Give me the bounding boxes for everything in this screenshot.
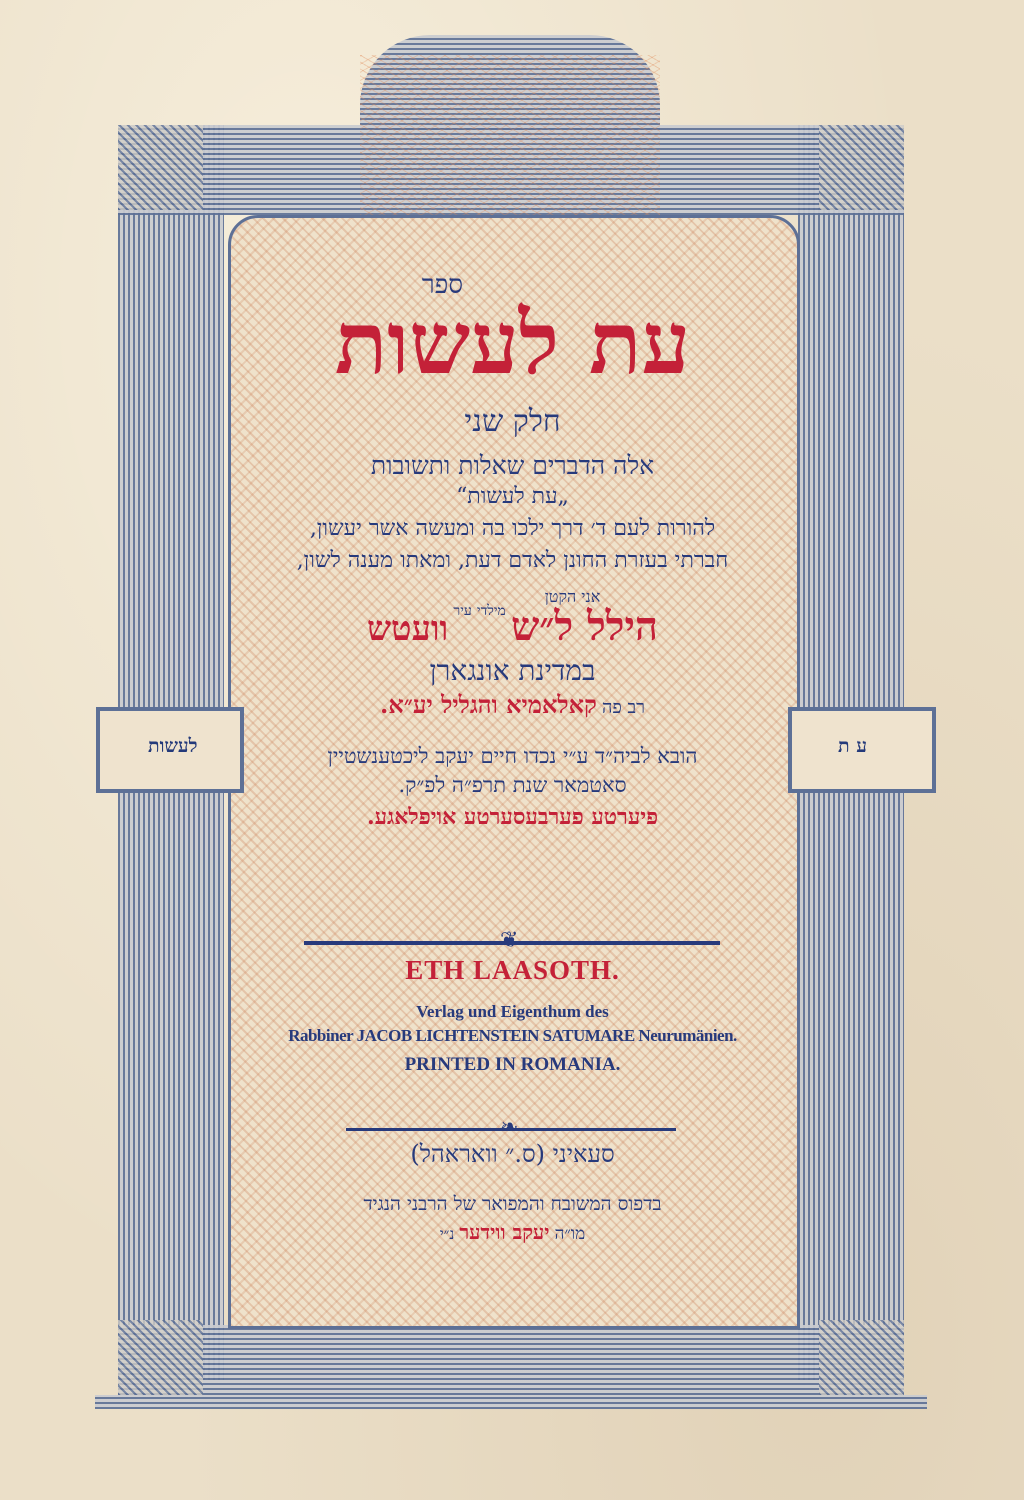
- imprint-block: [240, 1140, 785, 1245]
- description-line-1: אלה הדברים שאלות ותשובות: [370, 451, 655, 480]
- rav-po: רב פה: [601, 697, 646, 718]
- description-line-2: „עת לעשות“: [456, 484, 569, 509]
- printer-suffix: נ״י: [439, 1225, 455, 1243]
- right-side-label: ע ת: [838, 735, 867, 757]
- author-city: וועטש: [366, 609, 449, 649]
- author-origin-small: מילדי: [476, 603, 506, 619]
- printer-name: יעקב ווידער: [459, 1220, 550, 1244]
- place-line: סעאיני (ס.״ וואראהל): [410, 1140, 615, 1168]
- ani-hakatan: אני הקטן: [544, 587, 601, 606]
- latin-rabbiner: Rabbiner JACOB LICHTENSTEIN SATUMARE Neurumänien.: [288, 1026, 737, 1045]
- author-name: הילל ל״ש: [510, 603, 659, 650]
- description-line-4: חברתי בעזרת החונן לאדם דעת, ומאתו מענה לשון,: [296, 548, 729, 573]
- latin-printed: PRINTED IN ROMANIA.: [404, 1054, 621, 1075]
- community-line: [240, 690, 785, 720]
- latin-block: [240, 955, 785, 1076]
- description-line-3: להורות לעם ד׳ דרך ילכו בה ומעשה אשר יעשון,: [309, 516, 716, 541]
- printer-line-1: בדפוס המשובח והמפואר של הרבני הנגיד: [363, 1193, 662, 1215]
- sefer-label: ספר: [421, 270, 464, 300]
- printer-prefix: מו״ה: [554, 1224, 586, 1244]
- title-page-content: [240, 270, 785, 830]
- main-title: עת לעשות: [334, 293, 691, 394]
- brought-line-2: סאטמאר שנת תרפ״ה לפ״ק.: [398, 773, 627, 797]
- part-label: חלק שני: [464, 404, 561, 439]
- edition-line: פיערטע פערבעסערטע אויפלאגע.: [366, 804, 659, 830]
- ornament-scroll-icon: ❧: [500, 1115, 519, 1140]
- left-side-label: לעשות: [148, 735, 198, 757]
- brought-line-1: הובא לביה״ד ע״י נכדו חיים יעקב ליכטענשטיין: [327, 744, 698, 768]
- printer-line-2: [240, 1220, 785, 1245]
- author-line: [240, 603, 785, 650]
- author-city-small: עיר: [453, 603, 472, 619]
- ornament-flourish-icon: ❦: [500, 928, 519, 953]
- community-name: קאלאמיא והגליל יע״א.: [379, 690, 597, 719]
- country-line: במדינת אונגארן: [429, 654, 596, 687]
- latin-verlag: Verlag und Eigenthum des: [416, 1002, 609, 1021]
- latin-title: ETH LAASOTH.: [405, 955, 620, 985]
